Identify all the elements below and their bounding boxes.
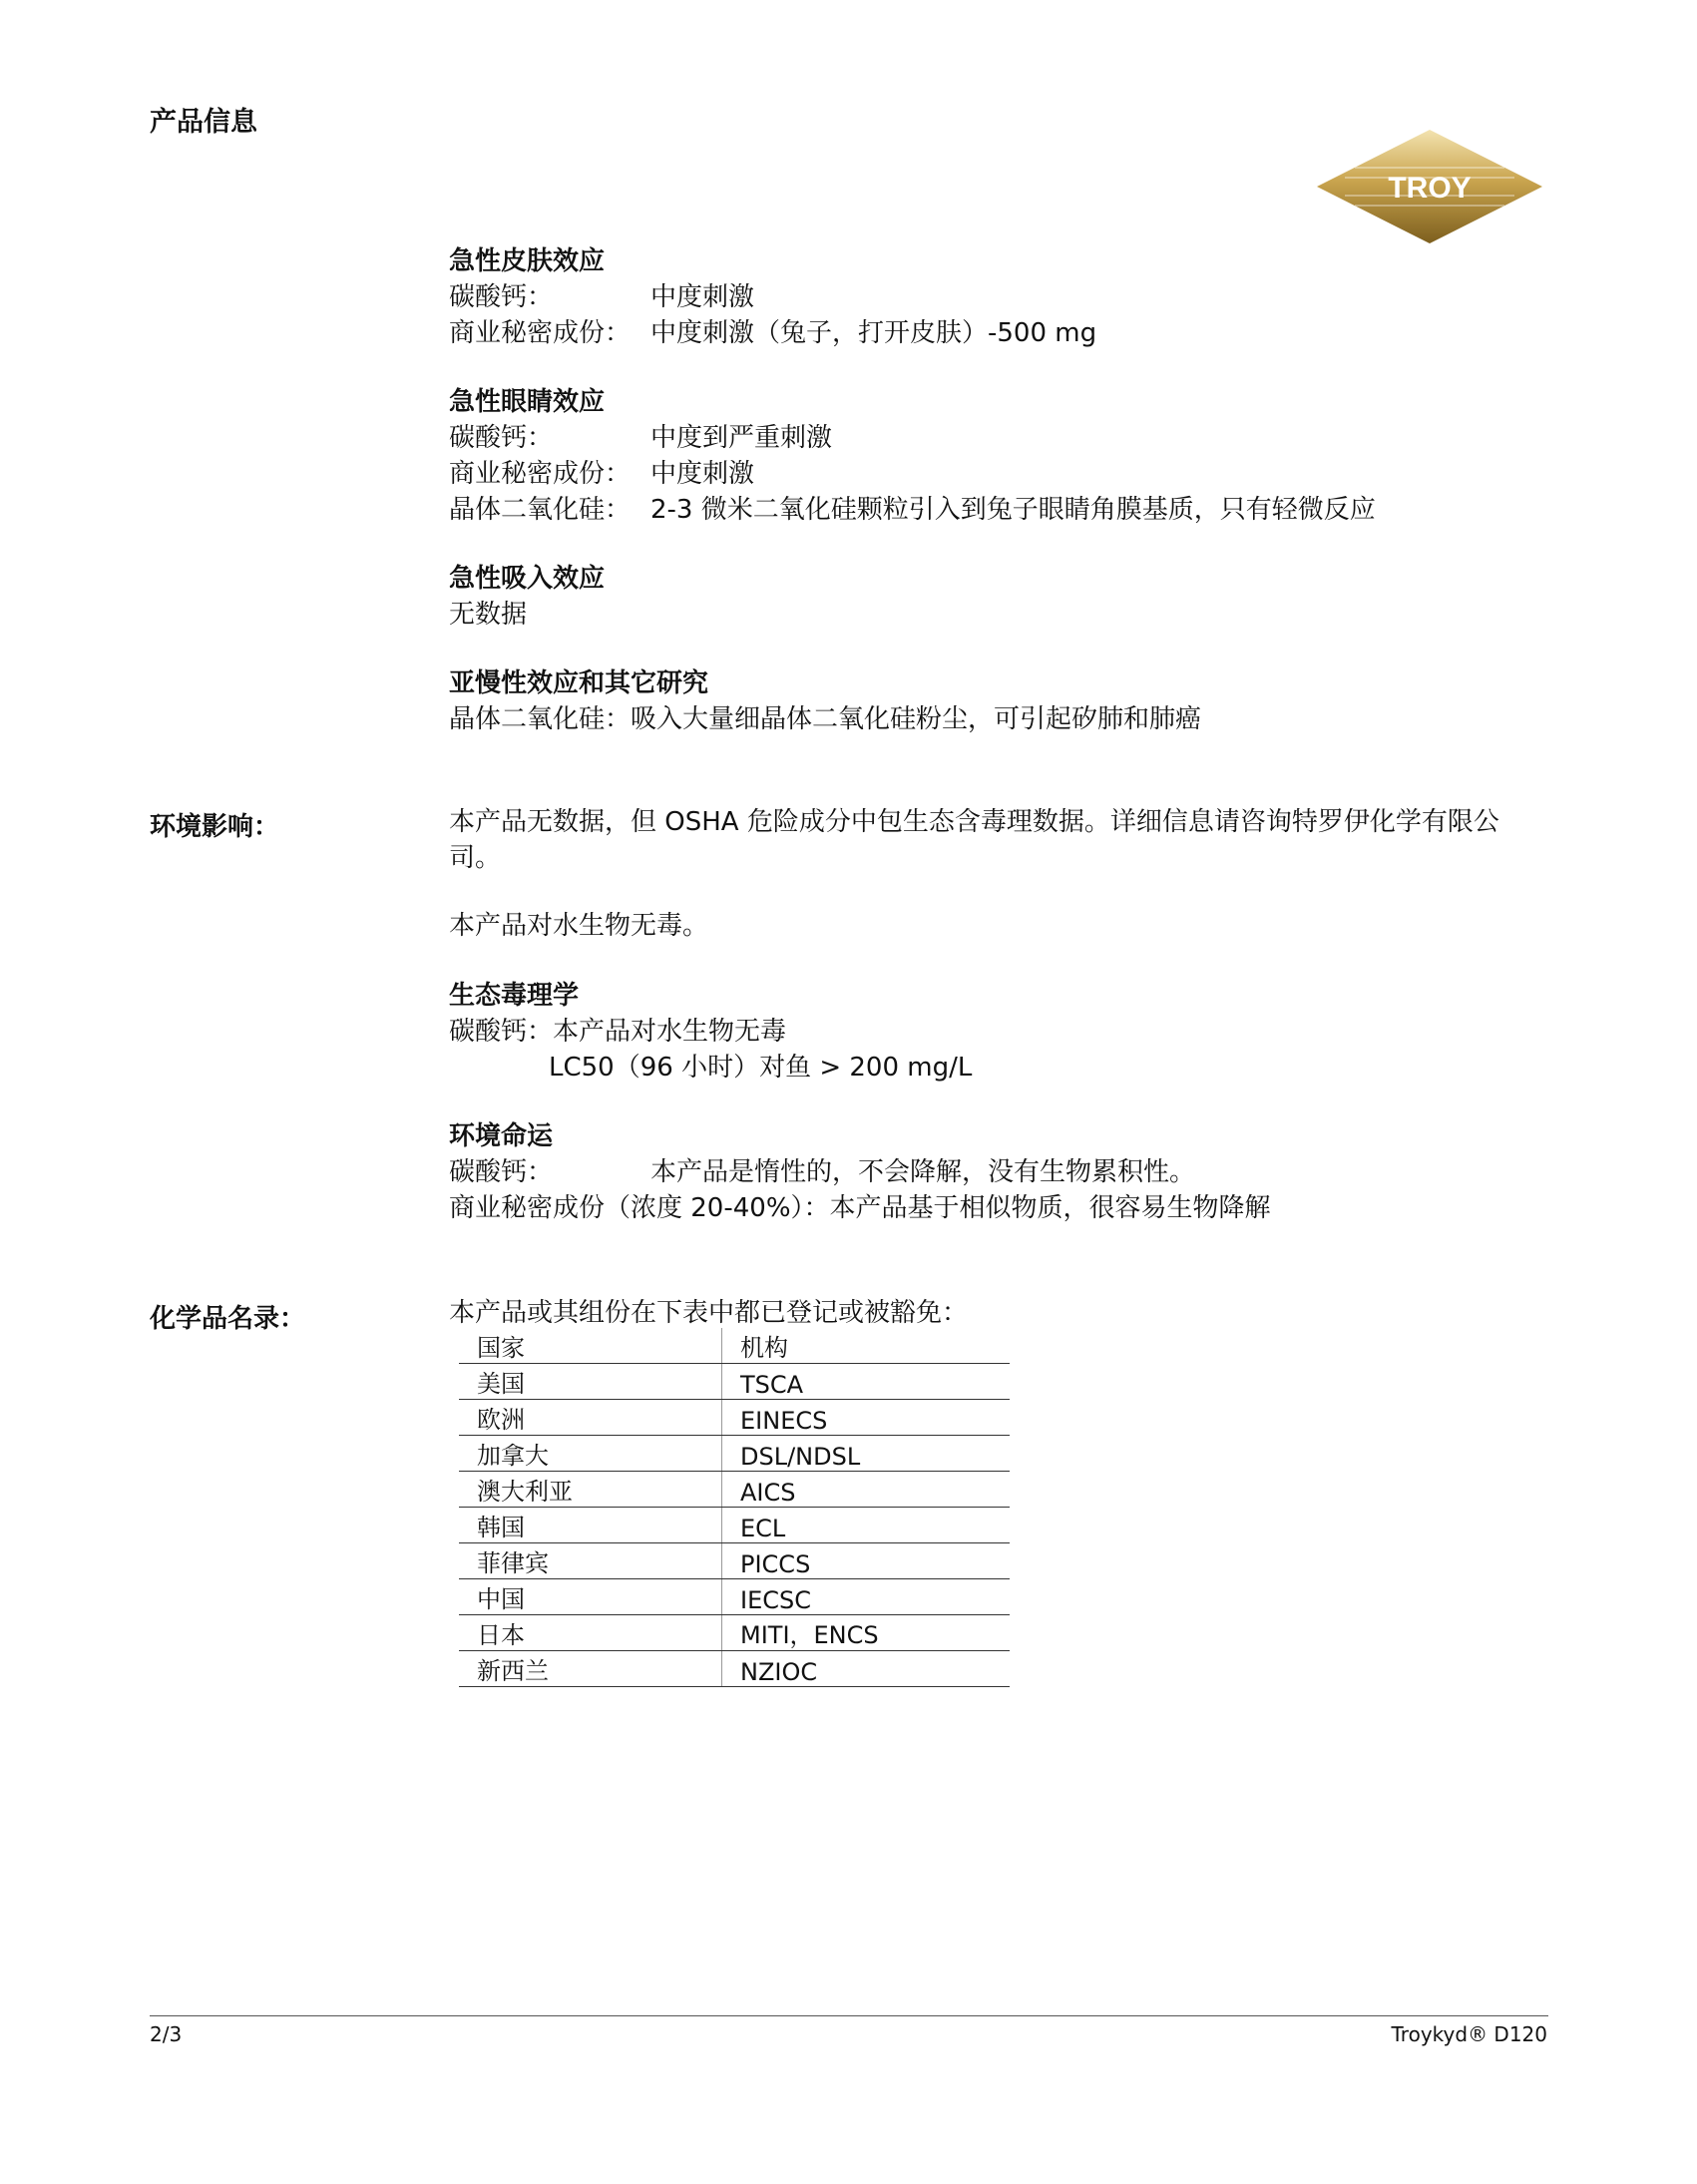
country-cell: 澳大利亚: [459, 1472, 722, 1508]
environment-paragraph: 本产品对水生物无毒。: [449, 911, 709, 941]
agency-cell: NZIOC: [722, 1651, 1011, 1687]
table-row: [459, 1615, 1010, 1651]
agency-cell: DSL/NDSL: [722, 1436, 1011, 1472]
agency-cell: IECSC: [722, 1579, 1011, 1615]
subchronic-heading: 亚慢性效应和其它研究: [449, 668, 709, 698]
row-label: 碳酸钙：: [449, 423, 554, 453]
header-cell: 国家: [459, 1328, 722, 1364]
troy-logo: [1315, 128, 1544, 245]
header-cell: 机构: [722, 1328, 1011, 1364]
inhalation-text: 无数据: [449, 600, 528, 630]
fate-line: 商业秘密成份（浓度 20-40%）：本产品基于相似物质，很容易生物降解: [449, 1193, 1271, 1223]
subchronic-text: 晶体二氧化硅：吸入大量细晶体二氧化硅粉尘，可引起矽肺和肺癌: [449, 704, 1202, 734]
row-value: 2-3 微米二氧化硅颗粒引入到兔子眼睛角膜基质，只有轻微反应: [650, 495, 1376, 525]
table-row: [459, 1364, 1010, 1400]
fate-line: [449, 1154, 1195, 1190]
country-cell: 美国: [459, 1364, 722, 1400]
logo-wordmark: TROY: [1388, 172, 1472, 205]
environment-label: 环境影响：: [150, 812, 280, 842]
table-row: [459, 1436, 1010, 1472]
row-label: 碳酸钙：: [449, 282, 554, 312]
agency-cell: MITI，ENCS: [722, 1615, 1011, 1651]
table-row: [459, 1472, 1010, 1508]
country-cell: 日本: [459, 1615, 722, 1651]
row-label: 晶体二氧化硅：: [449, 495, 632, 525]
product-name: Troykyd® D120: [1391, 2022, 1547, 2046]
ecotox-heading: 生态毒理学: [449, 981, 580, 1011]
fate-heading: 环境命运: [449, 1121, 554, 1151]
country-cell: 欧洲: [459, 1400, 722, 1436]
table-row: [459, 1543, 1010, 1579]
row-label: 商业秘密成份：: [449, 318, 632, 348]
country-cell: 加拿大: [459, 1436, 722, 1472]
table-row: [459, 1651, 1010, 1687]
dermal-row: [449, 279, 754, 315]
country-cell: 新西兰: [459, 1651, 722, 1687]
agency-cell: EINECS: [722, 1400, 1011, 1436]
table-row: [459, 1400, 1010, 1436]
page-title: 产品信息: [150, 107, 257, 138]
agency-cell: PICCS: [722, 1543, 1011, 1579]
country-cell: 韩国: [459, 1508, 722, 1543]
agency-cell: AICS: [722, 1472, 1011, 1508]
dermal-row: [449, 315, 1096, 351]
page-number: 2/3: [150, 2022, 183, 2046]
row-label: 碳酸钙：: [449, 1157, 554, 1187]
inventory-table: [459, 1328, 1010, 1687]
inhalation-heading: 急性吸入效应: [449, 564, 606, 594]
country-cell: 中国: [459, 1579, 722, 1615]
eye-row: [449, 420, 832, 456]
eye-heading: 急性眼睛效应: [449, 387, 606, 417]
table-row: [459, 1579, 1010, 1615]
dermal-heading: 急性皮肤效应: [449, 246, 606, 276]
agency-cell: ECL: [722, 1508, 1011, 1543]
footer-divider: [150, 2015, 1548, 2016]
country-cell: 菲律宾: [459, 1543, 722, 1579]
row-label: 商业秘密成份：: [449, 459, 632, 489]
table-header-row: [459, 1328, 1010, 1364]
row-value: 中度刺激（兔子，打开皮肤）-500 mg: [650, 318, 1097, 348]
table-row: [459, 1508, 1010, 1543]
row-value: 本产品是惰性的，不会降解，没有生物累积性。: [650, 1157, 1196, 1187]
ecotox-line: LC50（96 小时）对鱼 > 200 mg/L: [549, 1053, 973, 1083]
agency-cell: TSCA: [722, 1364, 1011, 1400]
row-value: 中度到严重刺激: [650, 423, 833, 453]
inventory-label: 化学品名录：: [150, 1304, 306, 1334]
row-value: 中度刺激: [650, 459, 755, 489]
eye-row: [449, 492, 1376, 528]
row-value: 中度刺激: [650, 282, 755, 312]
ecotox-line: 碳酸钙：本产品对水生物无毒: [449, 1017, 787, 1047]
inventory-intro: 本产品或其组份在下表中都已登记或被豁免：: [449, 1298, 969, 1328]
eye-row: [449, 456, 754, 492]
environment-paragraph: 本产品无数据，但 OSHA 危险成分中包生态含毒理数据。详细信息请咨询特罗伊化学有限公司。: [449, 807, 1499, 873]
